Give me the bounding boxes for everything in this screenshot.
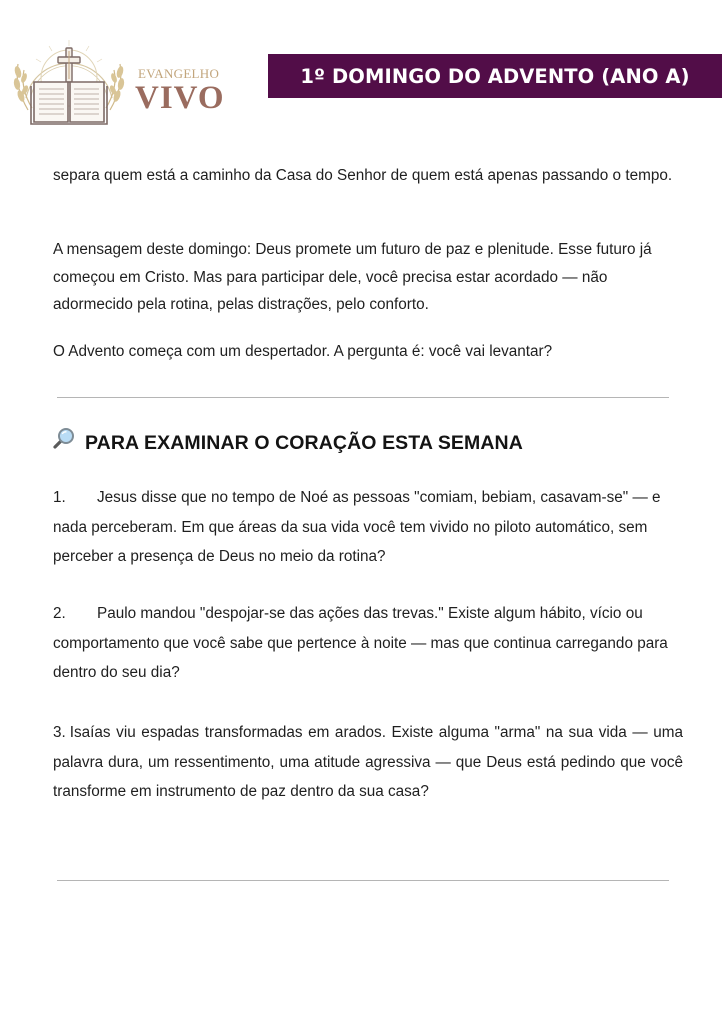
question-number: 1.: [53, 489, 66, 506]
question-number: 3.: [53, 724, 66, 741]
question-text: Isaías viu espadas transformadas em arados. Existe alguma "arma" na sua vida — uma palavra dura, um ressentimento, uma atitude agressiva — que Deus está pedindo que você transforme em instrumento de paz dentro da sua casa?: [53, 724, 683, 800]
question-item: [53, 718, 683, 807]
title-banner: [268, 54, 722, 98]
bible-cross-emblem-icon: [4, 26, 134, 130]
magnifying-glass-icon: [52, 427, 76, 451]
question-item: [53, 599, 683, 688]
intro-paragraph: O Advento começa com um despertador. A pergunta é: você vai levantar?: [53, 343, 553, 360]
section-title: PARA EXAMINAR O CORAÇÃO ESTA SEMANA: [85, 432, 523, 454]
section-heading: [52, 432, 523, 455]
logo-text-top: EVANGELHO: [138, 66, 220, 81]
question-item: [53, 483, 683, 572]
logo-text-main: VIVO: [135, 80, 225, 116]
intro-paragraph: separa quem está a caminho da Casa do Senhor de quem está apenas passando o tempo.: [53, 167, 673, 184]
logo: [4, 26, 244, 130]
divider: [57, 880, 669, 881]
question-text: Jesus disse que no tempo de Noé as pessoas "comiam, bebiam, casavam-se" — e nada perceberam. Em que áreas da sua vida você tem vivido no piloto automático, sem perceber a presença de Deus no meio da rotina?: [53, 489, 661, 565]
intro-paragraph: A mensagem deste domingo: Deus promete um futuro de paz e plenitude. Esse futuro já começou em Cristo. Mas para participar dele, você precisa estar acordado — não adormecido pela rotina, pelas distrações, pelo conforto.: [53, 241, 652, 313]
page-title: 1º DOMINGO DO ADVENTO (ANO A): [300, 64, 690, 88]
question-number: 2.: [53, 605, 66, 622]
divider: [57, 397, 669, 398]
question-text: Paulo mandou "despojar-se das ações das trevas." Existe algum hábito, vício ou comportamento que você sabe que pertence à noite — mas que continua carregando para dentro do seu dia?: [53, 605, 668, 681]
